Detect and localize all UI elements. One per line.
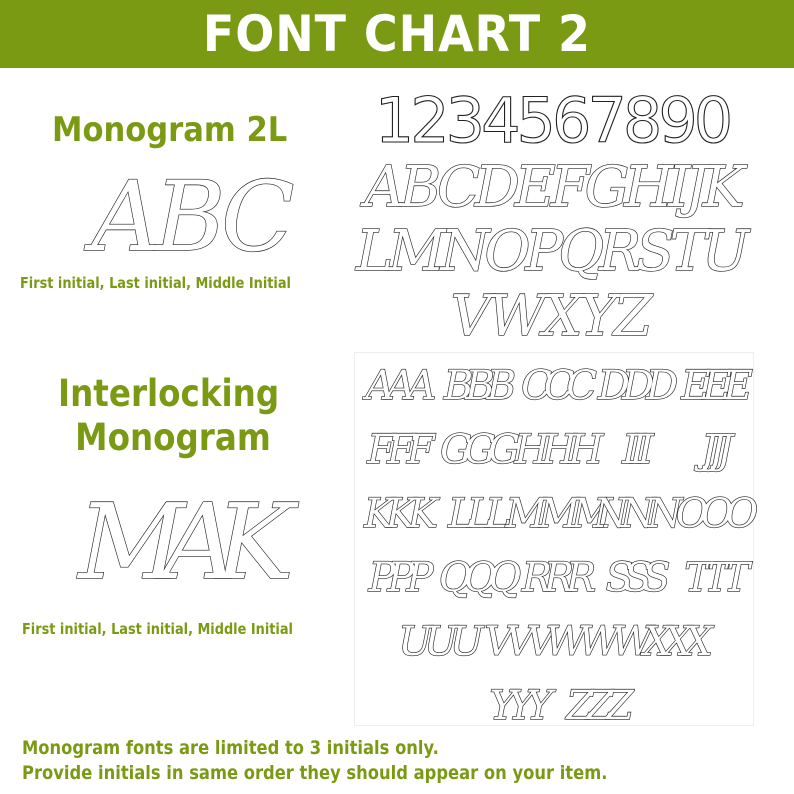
interlocking-monogram-t: TTT xyxy=(684,555,742,601)
interlocking-character-chart xyxy=(355,353,753,729)
monogram-2l-sample-text: ABC xyxy=(91,161,289,273)
interlocking-monogram-x: XXX xyxy=(643,619,705,665)
letters-row-2: LMNOPQRSTU xyxy=(355,219,745,284)
notice-line-2: Provide initials in same order they should appear on your item. xyxy=(22,762,608,784)
interlocking-monogram-z: ZZZ xyxy=(566,683,626,729)
interlocking-caption: First initial, Last initial, Middle Initial xyxy=(22,620,293,638)
interlocking-monogram-m: MMM xyxy=(505,491,605,537)
interlocking-monogram-s: SSS xyxy=(605,555,663,601)
interlocking-monogram-g: GGG xyxy=(440,427,512,473)
interlocking-monogram-c: CCC xyxy=(521,363,589,409)
interlocking-monogram-h: HHH xyxy=(514,427,596,473)
interlocking-sample xyxy=(78,470,280,603)
interlocking-monogram-f: FFF xyxy=(367,427,427,473)
interlocking-monogram-j: JJJ xyxy=(700,427,726,473)
interlocking-monogram-b: BBB xyxy=(443,363,509,409)
interlocking-monogram-e: EEE xyxy=(681,363,745,409)
interlocking-monogram-l: LLL xyxy=(448,491,504,537)
interlocking-monogram-u: UUU xyxy=(398,619,476,665)
interlocking-monogram-i: III xyxy=(622,427,646,473)
notice-line-1: Monogram fonts are limited to 3 initials only. xyxy=(22,737,439,759)
interlocking-heading-line-2: Monogram xyxy=(75,416,271,459)
letters-row-1: ABCDEFGHIJK xyxy=(364,155,740,220)
interlocking-sample-text: MAK xyxy=(78,481,272,603)
title-banner xyxy=(0,0,794,68)
interlocking-monogram-n: NNN xyxy=(593,491,675,537)
interlocking-chart-panel xyxy=(354,352,754,729)
interlocking-monogram-p: PPP xyxy=(368,555,426,601)
monogram-2l-sample xyxy=(90,150,290,273)
digits-row: 1234567890 xyxy=(374,84,730,157)
letters-row-3: VWXYZ xyxy=(450,284,650,349)
interlocking-monogram-q: QQQ xyxy=(438,555,514,601)
interlocking-heading-line-1: Interlocking xyxy=(58,372,280,415)
monogram-2l-character-chart xyxy=(355,80,760,350)
monogram-2l-heading: Monogram 2L xyxy=(52,110,288,150)
interlocking-monogram-w: WWW xyxy=(545,619,645,665)
interlocking-monogram-y: YYY xyxy=(489,683,545,729)
interlocking-monogram-d: DDD xyxy=(597,363,671,409)
page-title: FONT CHART 2 xyxy=(202,5,592,63)
interlocking-heading xyxy=(58,372,279,460)
interlocking-monogram-o: OOO xyxy=(675,491,751,537)
interlocking-monogram-a: AAA xyxy=(365,363,429,409)
monogram-2l-caption: First initial, Last initial, Middle Initial xyxy=(20,274,291,292)
interlocking-monogram-k: KKK xyxy=(364,491,430,537)
interlocking-monogram-v: VVV xyxy=(484,619,548,665)
interlocking-monogram-r: RRR xyxy=(521,555,589,601)
